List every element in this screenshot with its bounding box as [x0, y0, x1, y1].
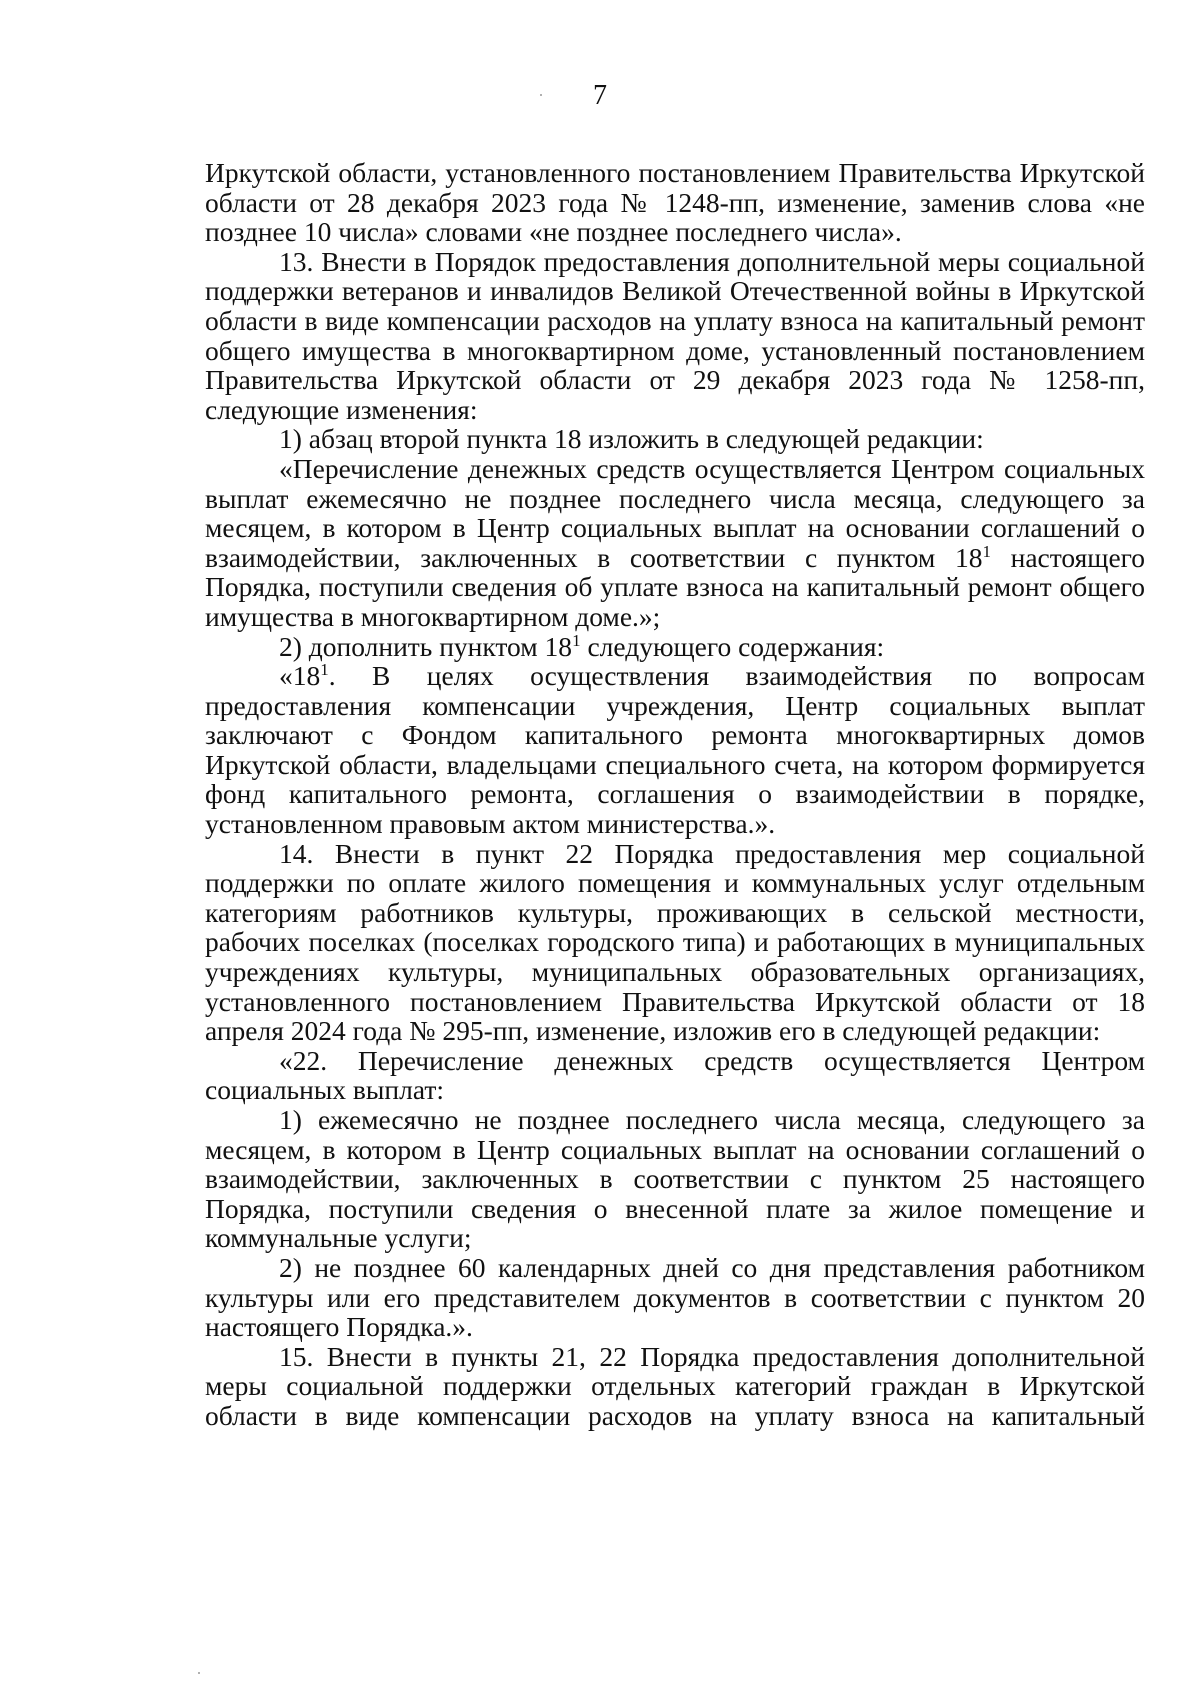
text-run: Иркутской области, установленного постановлением Правительства Иркутской области от 28 декабря 2023 года № 1248-пп, изменение, заменив слова «не позднее 10 числа» словами «не позднее последнего числа».	[205, 157, 1145, 248]
paragraph	[205, 1105, 1145, 1253]
paragraph	[205, 1253, 1145, 1342]
paragraph	[205, 632, 1145, 662]
text-run: следующего содержания:	[580, 630, 885, 662]
paragraph	[205, 1046, 1145, 1105]
page-number: 7	[593, 80, 607, 111]
document-body	[205, 158, 1145, 1431]
superscript: 1	[572, 630, 581, 650]
text-run: 2) не позднее 60 календарных дней со дня представления работником культуры или его представителем документов в соответствии с пунктом 20 настоящего Порядка.».	[205, 1251, 1145, 1343]
scan-speck	[198, 1672, 200, 1674]
text-run: 2) дополнить пунктом 18	[279, 630, 573, 662]
superscript: 1	[320, 660, 329, 680]
paragraph	[205, 454, 1145, 632]
text-run: «18	[279, 660, 321, 692]
superscript: 1	[982, 541, 991, 561]
text-run: 13. Внести в Порядок предоставления дополнительной меры социальной поддержки ветеранов и инвалидов Великой Отечественной войны в Иркутской области в виде компенсации расходов на уплату взноса на капитальный ремонт общего имущества в многоквартирном доме, установленный постановлением Правительства Иркутской области от 29 декабря 2023 года № 1258-пп, следующие изменения:	[205, 245, 1145, 425]
text-run: . В целях осуществления взаимодействия по вопросам предоставления компенсации учреждения, Центр социальных выплат заключают с Фондом капитального ремонта многоквартирных домов Иркутской области, владельцами специального счета, на котором формируется фонд капитального ремонта, соглашения о взаимодействии в порядке, установленном правовым актом министерства.».	[205, 660, 1145, 840]
paragraph	[205, 1342, 1145, 1431]
paragraph	[205, 247, 1145, 425]
text-run: 14. Внести в пункт 22 Порядка предоставления мер социальной поддержки по оплате жилого помещения и коммунальных услуг отдельным категориям работников культуры, проживающих в сельской местности, рабочих поселках (поселках городского типа) и работающих в муниципальных учреждениях культуры, муниципальных образовательных организациях, установленного постановлением Правительства Иркутской области от 18 апреля 2024 года № 295-пп, изменение, изложив его в следующей редакции:	[205, 837, 1145, 1047]
paragraph	[205, 424, 1145, 454]
text-run: 1) ежемесячно не позднее последнего числа месяца, следующего за месяцем, в котором в Центр социальных выплат на основании соглашений о взаимодействии, заключенных в соответствии с пунктом 25 настоящего Порядка, поступили сведения о внесенной плате за жилое помещение и коммунальные услуги;	[205, 1104, 1145, 1254]
text-run: 15. Внести в пункты 21, 22 Порядка предоставления дополнительной меры социальной поддержки отдельных категорий граждан в Иркутской области в виде компенсации расходов на уплату взноса на капитальный	[205, 1340, 1145, 1431]
text-run: настоящего Порядка, поступили сведения об уплате взноса на капитальный ремонт общего имущества в многоквартирном доме.»;	[205, 541, 1146, 632]
text-run: «22. Перечисление денежных средств осуществляется Центром социальных выплат:	[205, 1044, 1145, 1106]
scan-speck	[540, 94, 542, 96]
paragraph	[205, 158, 1145, 247]
paragraph	[205, 839, 1145, 1046]
text-run: 1) абзац второй пункта 18 изложить в следующей редакции:	[279, 423, 984, 455]
paragraph	[205, 661, 1145, 839]
text-run: «Перечисление денежных средств осуществляется Центром социальных выплат ежемесячно не позднее последнего числа месяца, следующего за месяцем, в котором в Центр социальных выплат на основании соглашений о взаимодействии, заключенных в соответствии с пунктом 18	[205, 452, 1145, 573]
